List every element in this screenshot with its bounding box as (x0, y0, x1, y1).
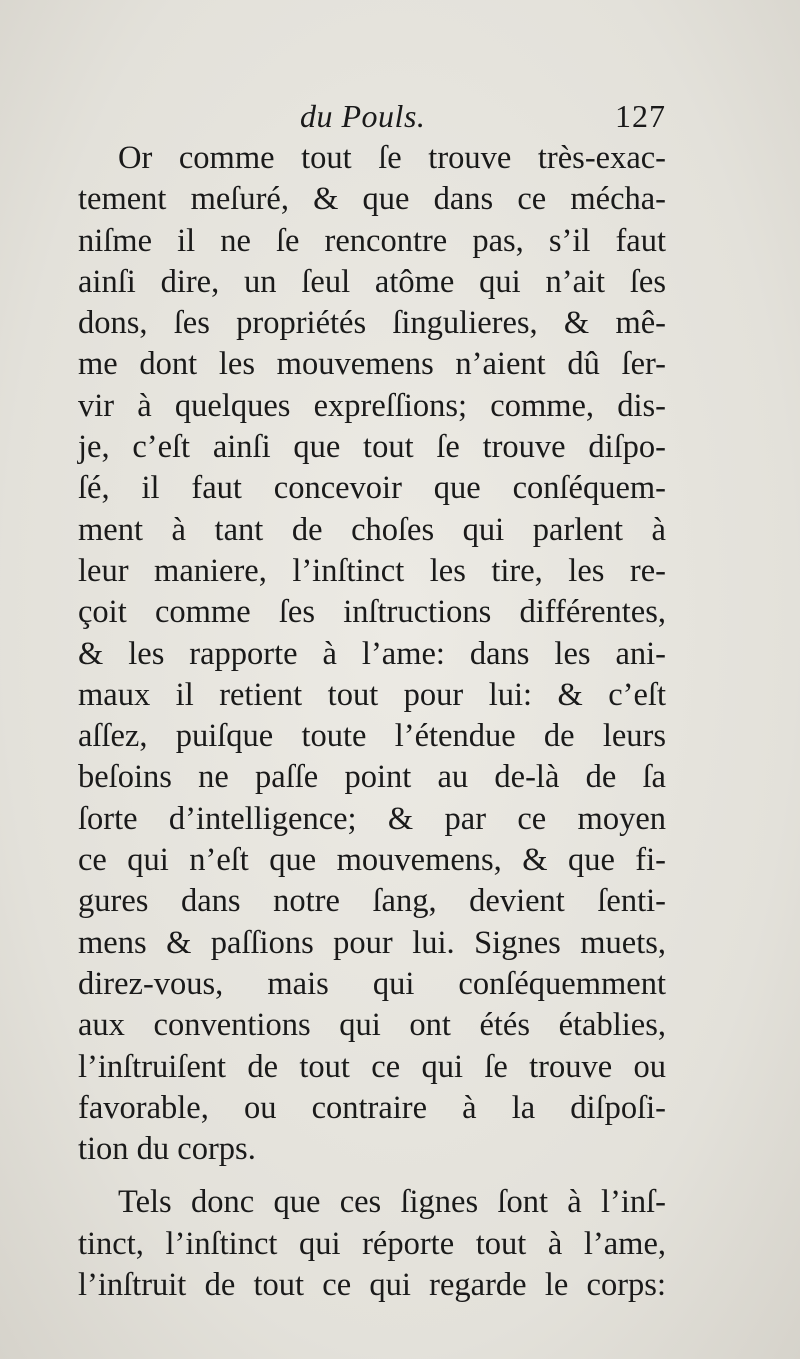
text-line: gures dans notre ſang, devient ſenti- (78, 883, 666, 920)
text-line: ment à tant de choſes qui parlent à (78, 511, 666, 548)
text-line: dons, ſes propriétés ſingulieres, & mê- (78, 305, 666, 342)
body-text (78, 138, 666, 1306)
text-line: tion du corps. (78, 1131, 256, 1168)
text-line: tement meſuré, & que dans ce mécha- (78, 181, 666, 218)
text-line: Or comme tout ſe trouve très-exac- (118, 140, 666, 176)
text-line: direz-vous, mais qui conſéquemment (78, 965, 666, 1002)
text-line: ainſi dire, un ſeul atôme qui n’ait ſes (78, 263, 666, 300)
text-line: l’inſtruiſent de tout ce qui ſe trouve ou (78, 1048, 666, 1085)
text-line: aux conventions qui ont étés établies, (78, 1007, 666, 1044)
text-line: je, c’eſt ainſi que tout ſe trouve diſpo- (78, 429, 666, 466)
page-header (78, 98, 666, 138)
paragraph-gap (78, 1170, 666, 1182)
text-line: maux il retient tout pour lui: & c’eſt (78, 676, 666, 713)
text-line: beſoins ne paſſe point au de-là de ſa (78, 759, 666, 796)
text-line: mens & paſſions pour lui. Signes muets, (78, 924, 666, 961)
text-line: aſſez, puiſque toute l’étendue de leurs (78, 718, 666, 755)
text-line: favorable, ou contraire à la diſpoſi- (78, 1089, 666, 1126)
text-line: vir à quelques expreſſions; comme, dis- (78, 387, 666, 424)
text-line: l’inſtruit de tout ce qui regarde le corps: (78, 1267, 666, 1304)
running-title: du Pouls. (300, 98, 426, 134)
text-line: leur maniere, l’inſtinct les tire, les re- (78, 552, 666, 589)
text-line: tinct, l’inſtinct qui réporte tout à l’ame, (78, 1225, 666, 1262)
text-line: & les rapporte à l’ame: dans les ani- (78, 635, 666, 672)
paragraph-1 (78, 138, 666, 1170)
text-line: çoit comme ſes inſtructions différentes, (78, 594, 666, 631)
text-line: niſme il ne ſe rencontre pas, s’il faut (78, 222, 666, 259)
text-line: ſé, il faut concevoir que conſéquem- (78, 470, 666, 507)
text-line: ſorte d’intelligence; & par ce moyen (78, 800, 666, 837)
text-line: me dont les mouvemens n’aient dû ſer- (78, 346, 666, 383)
page-number: 127 (615, 98, 666, 134)
text-line: Tels donc que ces ſignes ſont à l’inſ- (118, 1184, 666, 1221)
paragraph-2 (78, 1182, 666, 1306)
text-line: ce qui n’eſt que mouvemens, & que fi- (78, 842, 666, 879)
